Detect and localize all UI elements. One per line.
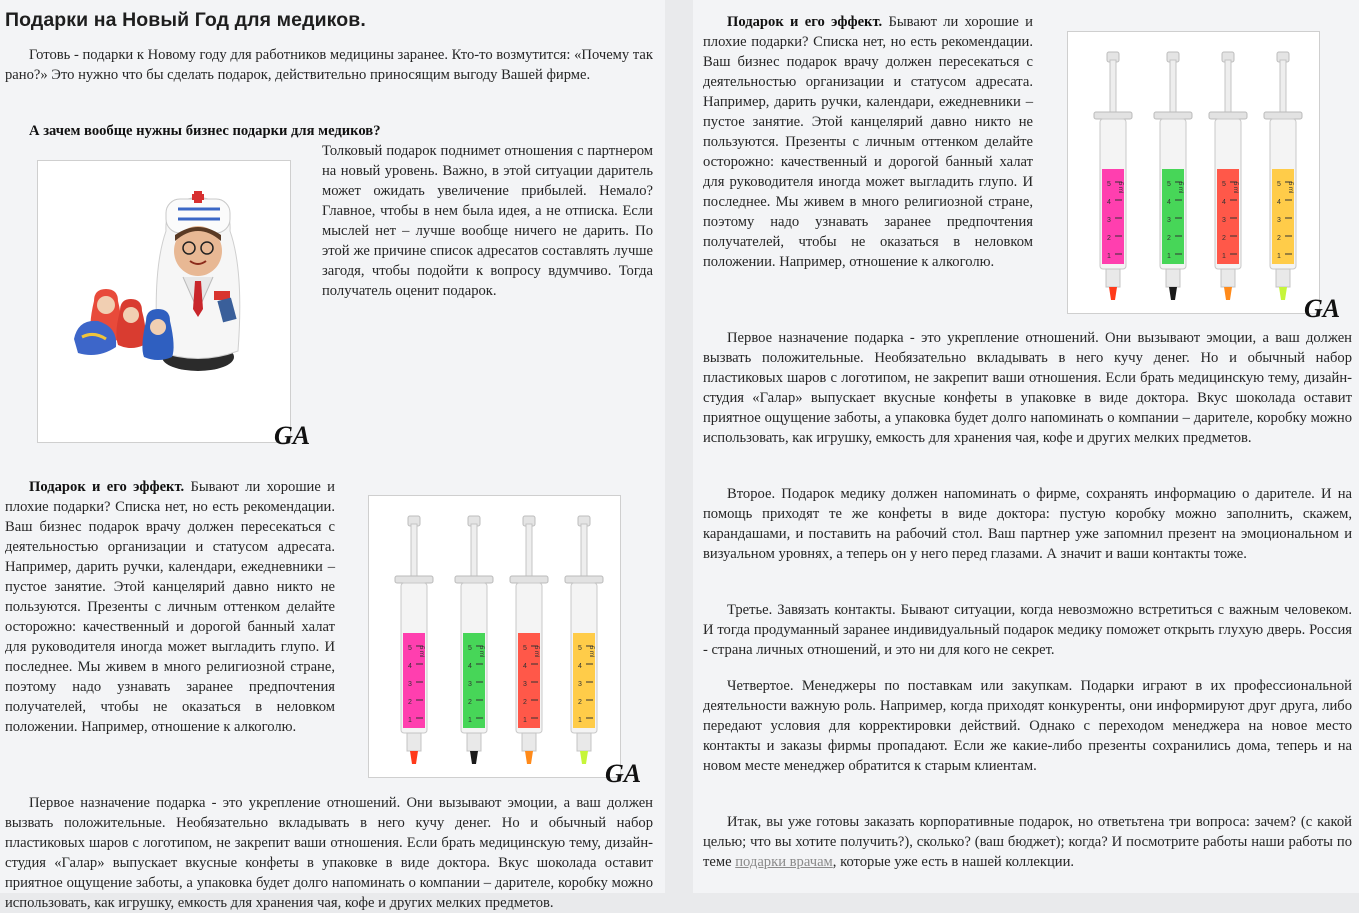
svg-text:4: 4 — [1167, 199, 1171, 206]
svg-text:1: 1 — [523, 717, 527, 724]
svg-text:3: 3 — [408, 681, 412, 688]
syringe-highlighter-icon — [565, 516, 603, 764]
svg-text:5 ml: 5 ml — [1177, 182, 1183, 194]
svg-text:2: 2 — [578, 699, 582, 706]
svg-text:5 ml: 5 ml — [418, 646, 424, 658]
ga-watermark-icon — [1302, 289, 1344, 325]
svg-text:5: 5 — [468, 645, 472, 652]
svg-text:4: 4 — [1107, 199, 1111, 206]
article-title: Подарки на Новый Год для медиков. — [5, 9, 366, 31]
svg-text:5: 5 — [1277, 181, 1281, 188]
svg-text:5: 5 — [1222, 181, 1226, 188]
svg-text:5 ml: 5 ml — [533, 646, 539, 658]
gifts-for-doctors-link[interactable]: подарки врачам — [735, 854, 833, 870]
svg-text:4: 4 — [468, 663, 472, 670]
svg-text:1: 1 — [408, 717, 412, 724]
final-paragraph: Итак, вы уже готовы заказать корпоративные подарок, но ответьтена три вопроса: зачем? (с какой целью; что вы хотите получить?), сколько? (ваш бюджет); когда? И посмотрите работы наши работы по теме подарки врачам, которые уже есть в нашей коллекции. — [703, 814, 1352, 870]
svg-text:5: 5 — [578, 645, 582, 652]
svg-text:GA: GA — [1304, 294, 1341, 323]
svg-text:3: 3 — [468, 681, 472, 688]
svg-text:3: 3 — [1107, 217, 1111, 224]
svg-text:4: 4 — [1277, 199, 1281, 206]
syringe-highlighter-icon — [455, 516, 493, 764]
svg-text:2: 2 — [1167, 235, 1171, 242]
svg-text:5 ml: 5 ml — [1287, 182, 1293, 194]
syringe-highlighter-icon — [1264, 52, 1302, 300]
syringe-highlighter-icon — [1094, 52, 1132, 300]
syringe-highlighter-icon — [1209, 52, 1247, 300]
svg-text:5: 5 — [408, 645, 412, 652]
svg-text:5: 5 — [1107, 181, 1111, 188]
svg-text:5: 5 — [523, 645, 527, 652]
right-page-column — [693, 0, 1359, 893]
svg-text:5 ml: 5 ml — [478, 646, 484, 658]
svg-text:2: 2 — [1277, 235, 1281, 242]
why-heading: А зачем вообще нужны бизнес подарки для медиков? — [29, 123, 381, 139]
svg-text:3: 3 — [578, 681, 582, 688]
syringe-highlighters-illustration — [1068, 32, 1319, 313]
effect-paragraph-repeat — [703, 12, 1033, 272]
effect-paragraph — [5, 477, 335, 737]
why-paragraph: Толковый подарок поднимет отношения с партнером на новый уровень. Важно, в этой ситуации даритель может ожидать увеличение прибылей. Немало? Главное, чтобы в нем была идея, а не отписка. Если мыслей нет – лучше вообще ничего не дарить. По этой же причине список адресатов составлять лучше загодя, чтобы подойти к вопросу вдумчиво. Тогда получатель оценит подарок. — [322, 143, 653, 299]
svg-text:2: 2 — [408, 699, 412, 706]
svg-text:5 ml: 5 ml — [1232, 182, 1238, 194]
effect-heading: Подарок и его эффект. — [29, 479, 185, 495]
svg-text:3: 3 — [1167, 217, 1171, 224]
svg-text:2: 2 — [1222, 235, 1226, 242]
svg-text:4: 4 — [578, 663, 582, 670]
svg-text:5 ml: 5 ml — [1117, 182, 1123, 194]
svg-text:1: 1 — [1277, 253, 1281, 260]
syringe-highlighter-icon — [395, 516, 433, 764]
effect-heading: Подарок и его эффект. — [727, 14, 883, 30]
svg-text:2: 2 — [468, 699, 472, 706]
why-paragraph-lead — [5, 121, 653, 141]
svg-text:3: 3 — [523, 681, 527, 688]
intro-paragraph: Готовь - подарки к Новому году для работников медицины заранее. Кто-то возмутится: «Почему так рано?» Это нужно что бы сделать подарок, действительно приносящим выгоду Вашей фирме. — [5, 47, 653, 83]
svg-text:1: 1 — [1107, 253, 1111, 260]
effect-text: Бывают ли хорошие и плохие подарки? Списка нет, но есть рекомендации. Ваш бизнес подарок врачу должен пересекаться с деятельностью организации и статусом адресата. Например, дарить ручки, календари, ежедневники – пустое занятие. Этой канцелярий давно никто не пользуются. Презенты с личным оттенком делайте осторожно: качественный и дорогой банный халат для руководителя иногда может выгладить глупо. И последнее. Мы живем в много религиозной стране, поэтому надо узнавать заранее предпочтения получателей, чтобы не оказаться в неловком положении. Например, отношение к алкоголю. — [703, 14, 1033, 270]
doctor-matryoshka-illustration — [38, 161, 290, 442]
svg-text:1: 1 — [1222, 253, 1226, 260]
svg-text:GA: GA — [605, 759, 642, 788]
svg-text:1: 1 — [578, 717, 582, 724]
svg-text:4: 4 — [523, 663, 527, 670]
syringe-highlighter-icon — [510, 516, 548, 764]
third-paragraph: Третье. Завязать контакты. Бывают ситуации, когда невозможно встретиться с важным человеком. И тогда продуманный заранее индивидуальный подарок медику поможет открыть глухую дверь. Россия - страна личных отношений, и это ни для кого не секрет. — [703, 602, 1352, 658]
second-paragraph: Второе. Подарок медику должен напоминать о фирме, сохранять информацию о дарителе. И на помощь приходят те же конфеты в виде доктора: пустую коробку можно заполнить, скажем, карандашами, и поставить на рабочий стол. Ваш партнер уже запомнил презент на эмоциональном и визуальном уровнях, а теперь он у него перед глазами. А значит и ваши контакты тоже. — [703, 486, 1352, 562]
ga-watermark-icon — [272, 416, 314, 452]
ga-watermark-icon — [603, 754, 645, 790]
syringe-highlighter-icon — [1154, 52, 1192, 300]
svg-text:2: 2 — [1107, 235, 1111, 242]
svg-text:4: 4 — [1222, 199, 1226, 206]
svg-text:5 ml: 5 ml — [588, 646, 594, 658]
first-purpose-paragraph-repeat: Первое назначение подарка - это укрепление отношений. Они вызывают эмоции, а ваш должен вызвать положительные. Необязательно вкладывать в него кучу денег. Но и обычный набор пластиковых шаров с логотипом, не закрепит ваши отношения. Если брать медицинскую тему, дизайн-студия «Галар» выпускает вкусные конфеты в упаковке в виде доктора. Вкус шоколада оставит приятное ощущение заботы, а упаковка будет долго напоминать о компании – дарителе, коробку можно использовать, как игрушку, емкость для хранения чая, кофе и других мелких предметов. — [703, 330, 1352, 446]
svg-text:1: 1 — [468, 717, 472, 724]
svg-text:3: 3 — [1222, 217, 1226, 224]
syringe-highlighters-image — [368, 495, 621, 778]
svg-text:5: 5 — [1167, 181, 1171, 188]
svg-text:4: 4 — [408, 663, 412, 670]
syringe-highlighters-image — [1067, 31, 1320, 314]
first-purpose-paragraph: Первое назначение подарка - это укрепление отношений. Они вызывают эмоции, а ваш должен вызвать положительные. Необязательно вкладывать в него кучу денег. Но и обычный набор пластиковых шаров с логотипом, не закрепит ваши отношения. Если брать медицинскую тему, дизайн-студия «Галар» выпускает вкусные конфеты в упаковке в виде доктора. Вкус шоколада оставит приятное ощущение заботы, а упаковка будет долго напоминать о компании – дарителе, коробку можно использовать, как игрушку, емкость для хранения чая, кофе и других мелких предметов. — [5, 795, 653, 911]
effect-text: Бывают ли хорошие и плохие подарки? Списка нет, но есть рекомендации. Ваш бизнес подарок врачу должен пересекаться с деятельностью организации и статусом адресата. Например, дарить ручки, календари, ежедневники – пустое занятие. Этой канцелярий давно никто не пользуются. Презенты с личным оттенком делайте осторожно: качественный и дорогой банный халат для руководителя иногда может выгладить глупо. И последнее. Мы живем в много религиозной стране, поэтому надо узнавать заранее предпочтения получателей, чтобы не оказаться в неловком положении. Например, отношение к алкоголю. — [5, 479, 335, 735]
svg-text:2: 2 — [523, 699, 527, 706]
doctor-matryoshka-image — [37, 160, 291, 443]
left-page-column — [0, 0, 665, 911]
svg-text:GA: GA — [274, 421, 311, 450]
svg-text:3: 3 — [1277, 217, 1281, 224]
fourth-paragraph: Четвертое. Менеджеры по поставкам или закупкам. Подарки играют в их профессиональной деятельности важную роль. Например, когда приходят конкуренты, они информируют друг друга, либо передают условия для корректировки действий. Однако с переходом менеджера на новое место контакты и заказы фирмы пропадают. Если же какие-либо презенты сохранились дома, теперь и на новом месте менеджер обратится к старым клиентам. — [703, 678, 1352, 774]
svg-text:1: 1 — [1167, 253, 1171, 260]
syringe-highlighters-illustration — [369, 496, 620, 777]
